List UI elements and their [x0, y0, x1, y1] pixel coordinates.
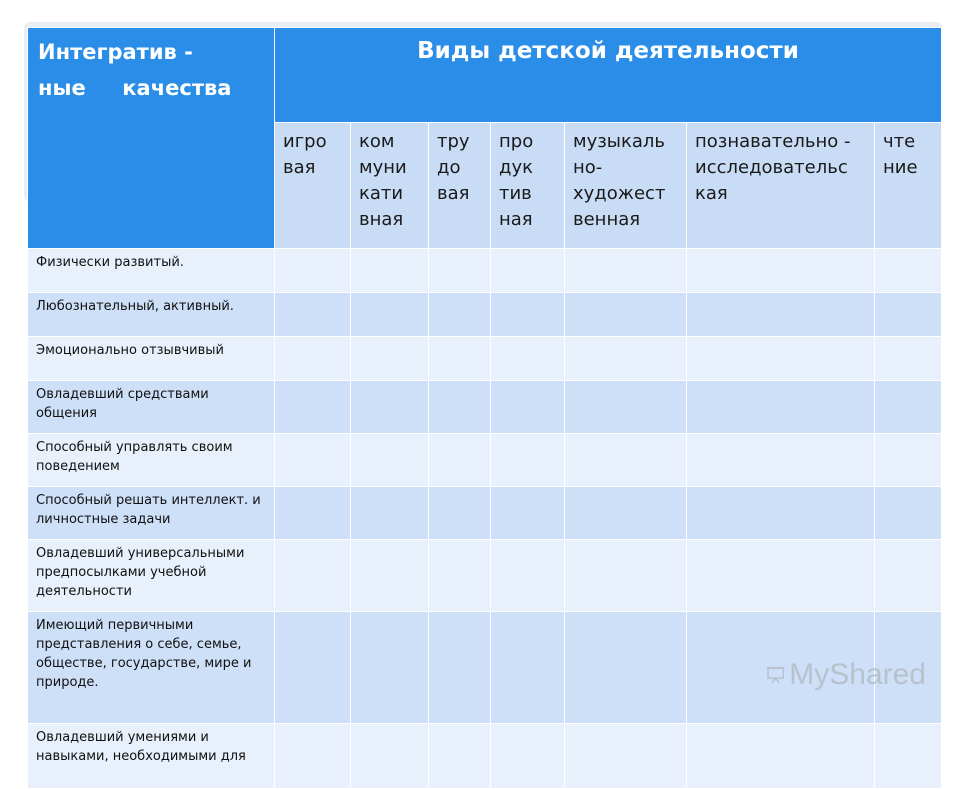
table-cell: [687, 540, 875, 612]
column-header: [429, 123, 491, 249]
table-cell: [875, 487, 942, 540]
table-cell: [875, 540, 942, 612]
table-cell: [429, 337, 491, 381]
table-cell: [429, 540, 491, 612]
table-cell: [491, 381, 565, 434]
column-header: [875, 123, 942, 249]
column-header-line: но-: [573, 157, 603, 179]
table-cell: [351, 381, 429, 434]
table-cell: [491, 337, 565, 381]
table-cell: [687, 381, 875, 434]
column-header-line: дук: [499, 157, 533, 179]
column-header-line: исследовательс: [695, 157, 848, 179]
column-header-line: вая: [437, 183, 470, 205]
table-cell: [275, 249, 351, 293]
column-header-line: музыкаль: [573, 131, 666, 153]
presentation-board-icon: [766, 657, 785, 693]
column-header: [351, 123, 429, 249]
table-cell: [875, 337, 942, 381]
quality-label: Овладевший универсальными предпосылками учебной деятельности: [28, 540, 275, 612]
column-header-line: вая: [283, 157, 316, 179]
table-cell: [875, 724, 942, 789]
table-cell: [275, 434, 351, 487]
table-cell: [275, 293, 351, 337]
watermark-text: MyShared: [789, 658, 926, 691]
activities-header: [275, 28, 942, 123]
column-header-line: про: [499, 131, 534, 153]
quality-label: Овладевший умениями и навыками, необходимыми для: [28, 724, 275, 789]
table-cell: [687, 724, 875, 789]
table-cell: [351, 487, 429, 540]
qualities-header-line2: ные качества: [38, 76, 232, 100]
table-row: [28, 724, 942, 789]
table-cell: [565, 612, 687, 724]
table-cell: [275, 381, 351, 434]
column-header-line: тив: [499, 183, 532, 205]
table-cell: [351, 293, 429, 337]
table-cell: [687, 337, 875, 381]
column-header-line: кати: [359, 183, 404, 205]
table-row: [28, 249, 942, 293]
column-header-line: художест: [573, 183, 666, 205]
table-cell: [565, 434, 687, 487]
column-header-line: кая: [695, 183, 728, 205]
column-header: [565, 123, 687, 249]
column-header-line: венная: [573, 209, 641, 231]
table-cell: [351, 540, 429, 612]
quality-label: Способный управлять своим поведением: [28, 434, 275, 487]
table-cell: [429, 487, 491, 540]
table-cell: [275, 487, 351, 540]
column-header-line: ная: [499, 209, 533, 231]
table-cell: [351, 434, 429, 487]
table-cell: [275, 724, 351, 789]
table-cell: [565, 293, 687, 337]
column-header-line: вная: [359, 209, 404, 231]
table-cell: [565, 249, 687, 293]
table-cell: [429, 381, 491, 434]
table-row: [28, 487, 942, 540]
table-cell: [491, 724, 565, 789]
table-cell: [429, 724, 491, 789]
column-header-line: до: [437, 157, 461, 179]
table-cell: [491, 249, 565, 293]
table-cell: [491, 540, 565, 612]
qualities-header-line1: Интегратив -: [38, 40, 193, 64]
column-header-line: ние: [883, 157, 918, 179]
table-cell: [491, 293, 565, 337]
column-header-line: игро: [283, 131, 327, 153]
table-cell: [351, 249, 429, 293]
table-cell: [565, 381, 687, 434]
table-cell: [491, 434, 565, 487]
table-cell: [429, 249, 491, 293]
qualities-header: [28, 28, 275, 249]
table-cell: [565, 724, 687, 789]
table-cell: [429, 434, 491, 487]
table-cell: [875, 434, 942, 487]
quality-label: Любознательный, активный.: [28, 293, 275, 337]
table-cell: [687, 293, 875, 337]
column-header-line: чте: [883, 131, 916, 153]
table-cell: [565, 337, 687, 381]
table-cell: [687, 249, 875, 293]
column-header: [491, 123, 565, 249]
quality-label: Способный решать интеллект. и личностные задачи: [28, 487, 275, 540]
quality-label: Физически развитый.: [28, 249, 275, 293]
table-cell: [565, 540, 687, 612]
table-cell: [565, 487, 687, 540]
table-cell: [491, 487, 565, 540]
quality-label: Овладевший средствами общения: [28, 381, 275, 434]
column-header: [275, 123, 351, 249]
table-cell: [351, 724, 429, 789]
table-cell: [351, 612, 429, 724]
table-cell: [875, 249, 942, 293]
table-row: [28, 434, 942, 487]
table-row: [28, 337, 942, 381]
table-cell: [275, 337, 351, 381]
table-cell: [275, 612, 351, 724]
table-row: [28, 381, 942, 434]
table-cell: [275, 540, 351, 612]
table-cell: [491, 612, 565, 724]
quality-label: Эмоционально отзывчивый: [28, 337, 275, 381]
table-row: [28, 293, 942, 337]
table-cell: [429, 612, 491, 724]
column-header-line: познавательно -: [695, 131, 851, 153]
table-cell: [875, 381, 942, 434]
table-cell: [351, 337, 429, 381]
table-cell: [687, 434, 875, 487]
activities-header-title: Виды детской деятельности: [417, 38, 799, 64]
table-row: [28, 540, 942, 612]
quality-label: Имеющий первичными представления о себе, семье, обществе, государстве, мире и природе.: [28, 612, 275, 724]
column-header-line: муни: [359, 157, 407, 179]
column-header: [687, 123, 875, 249]
table-cell: [875, 293, 942, 337]
watermark: [766, 656, 926, 694]
table-cell: [687, 487, 875, 540]
column-header-line: тру: [437, 131, 470, 153]
column-header-line: ком: [359, 131, 395, 153]
table-cell: [429, 293, 491, 337]
